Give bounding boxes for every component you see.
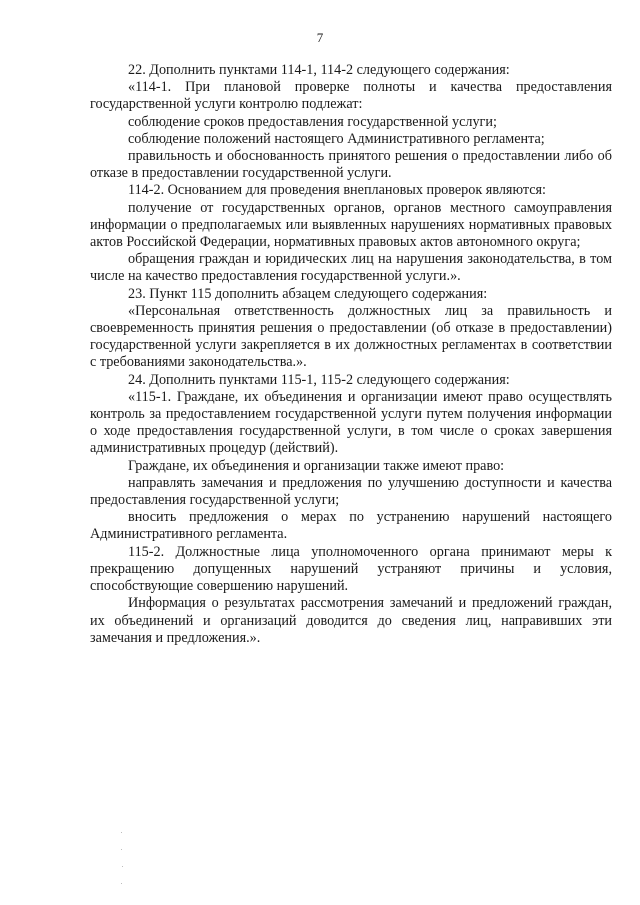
paragraph-item-22-heading: 22. Дополнить пунктами 114-1, 114-2 следующего содержания: <box>128 62 510 78</box>
document-body <box>90 62 612 647</box>
paragraph-decision-correctness: правильность и обоснованность принятого решения о предоставлении либо об отказе в предоставлении государственной услуги. <box>90 148 612 182</box>
paragraph-citizen-appeals: обращения граждан и юридических лиц на нарушения законодательства, в том числе на качество предоставления государственной услуги.». <box>90 251 612 285</box>
paragraph-deadlines: соблюдение сроков предоставления государственной услуги; <box>128 113 497 130</box>
page-number: 7 <box>316 30 324 45</box>
paragraph-115-2: 115-2. Должностные лица уполномоченного органа принимают меры к прекращению допущенных нарушений устраняют причины и условия, способствующие совершению нарушений. <box>90 543 612 595</box>
paragraph-114-2: 114-2. Основанием для проведения внеплановых проверок являются: <box>128 182 546 199</box>
paragraph-personal-responsibility: «Персональная ответственность должностных лиц за правильность и своевременность принятия решения о предоставлении (об отказе в предоставлении) государственной услуги закрепляется в их должностных регламентах в соответствии с требованиями законодательства.». <box>90 302 612 371</box>
scan-speck <box>121 832 122 833</box>
paragraph-115-1: «115-1. Граждане, их объединения и организации имеют право осуществлять контроль за предоставлением государственной услуги путем получения информации о ходе предоставления государственной услуги, в том числе о сроках завершения административных процедур (действий). <box>90 388 612 457</box>
paragraph-submit-proposals: вносить предложения о мерах по устранению нарушений настоящего Административного регламента. <box>90 509 612 543</box>
paragraph-information-from-authorities: получение от государственных органов, органов местного самоуправления информации о предполагаемых или выявленных нарушениях нормативных правовых актов Российской Федерации, нормативных правовых актов автономного округа; <box>90 199 612 251</box>
paragraph-review-results: Информация о результатах рассмотрения замечаний и предложений граждан, их объединений и организаций доводится до сведения лиц, направивших эти замечания и предложения.». <box>90 595 612 646</box>
paragraph-regulation-compliance: соблюдение положений настоящего Административного регламента; <box>128 130 545 147</box>
paragraph-114-1: «114-1. При плановой проверке полноты и качества предоставления государственной услуги контролю подлежат: <box>90 79 612 113</box>
scan-speck <box>121 849 122 850</box>
paragraph-item-23-heading: 23. Пункт 115 дополнить абзацем следующего содержания: <box>128 285 488 302</box>
scan-speck <box>122 866 123 867</box>
paragraph-send-remarks: направлять замечания и предложения по улучшению доступности и качества предоставления государственной услуги; <box>90 474 612 509</box>
paragraph-citizens-rights: Граждане, их объединения и организации также имеют право: <box>128 457 505 474</box>
scan-speck <box>121 883 122 884</box>
paragraph-item-24-heading: 24. Дополнить пунктами 115-1, 115-2 следующего содержания: <box>128 371 510 388</box>
